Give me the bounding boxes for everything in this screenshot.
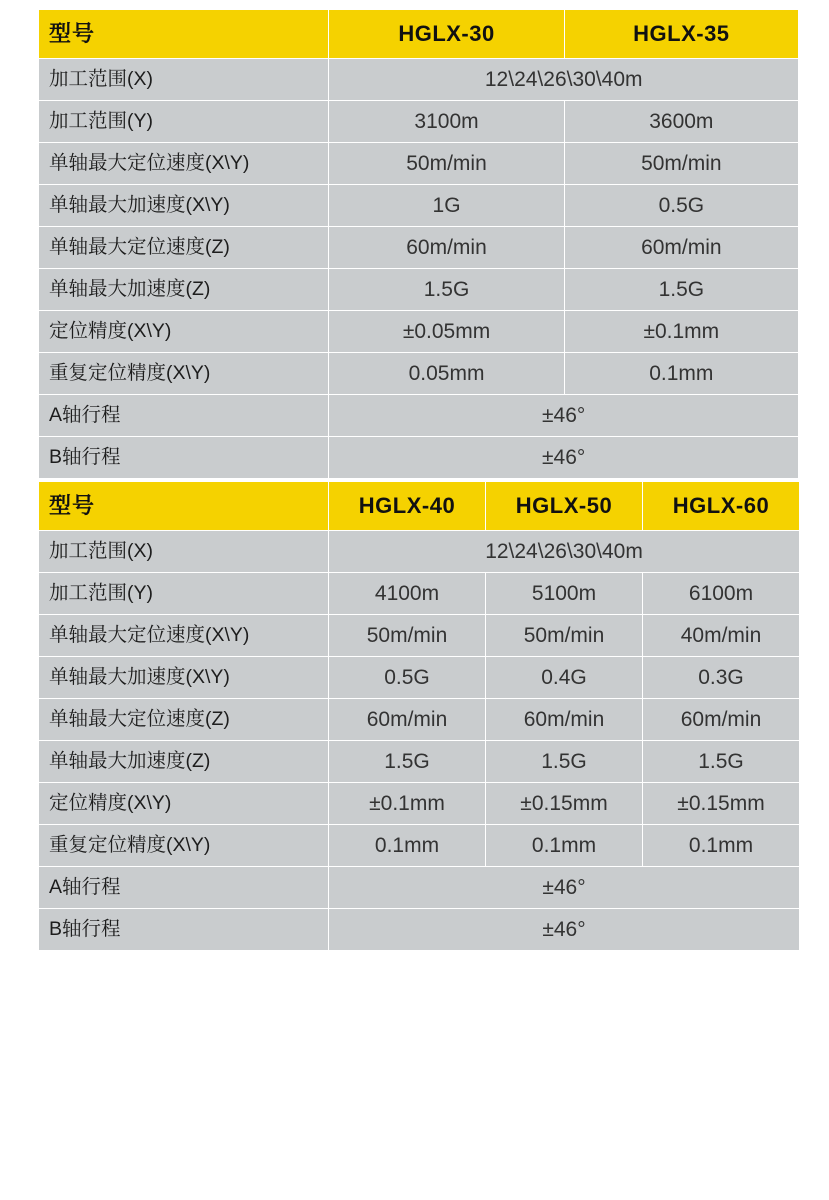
row-value-merged: 12\24\26\30\40m bbox=[329, 531, 800, 573]
table-row bbox=[39, 741, 800, 783]
row-value: 0.1mm bbox=[643, 825, 800, 867]
row-value: ±0.15mm bbox=[643, 783, 800, 825]
table-row bbox=[39, 269, 799, 311]
header-cell-model: 型号 bbox=[39, 10, 329, 59]
row-value-merged: ±46° bbox=[329, 437, 799, 479]
row-value: 60m/min bbox=[643, 699, 800, 741]
spec-table-b-body bbox=[39, 482, 800, 951]
row-label: 加工范围(Y) bbox=[39, 101, 329, 143]
row-value: 1.5G bbox=[643, 741, 800, 783]
table-row bbox=[39, 615, 800, 657]
row-value: 50m/min bbox=[486, 615, 643, 657]
table-row bbox=[39, 437, 799, 479]
table-row bbox=[39, 531, 800, 573]
row-value: 0.5G bbox=[564, 185, 798, 227]
row-value-merged: ±46° bbox=[329, 395, 799, 437]
row-value: 40m/min bbox=[643, 615, 800, 657]
row-label: 重复定位精度(X\Y) bbox=[39, 353, 329, 395]
row-value: ±0.1mm bbox=[329, 783, 486, 825]
row-value: 1.5G bbox=[329, 269, 564, 311]
table-row bbox=[39, 657, 800, 699]
row-value: 1.5G bbox=[486, 741, 643, 783]
header-cell-model-name: HGLX-60 bbox=[643, 482, 800, 531]
row-label: 重复定位精度(X\Y) bbox=[39, 825, 329, 867]
table-header-row bbox=[39, 482, 800, 531]
row-value: ±0.05mm bbox=[329, 311, 564, 353]
row-label: 单轴最大加速度(Z) bbox=[39, 269, 329, 311]
row-value-merged: ±46° bbox=[329, 909, 800, 951]
row-label: 单轴最大定位速度(Z) bbox=[39, 699, 329, 741]
row-value-merged: 12\24\26\30\40m bbox=[329, 59, 799, 101]
row-value: 1G bbox=[329, 185, 564, 227]
row-value: 0.1mm bbox=[486, 825, 643, 867]
row-value: 0.05mm bbox=[329, 353, 564, 395]
row-value: 60m/min bbox=[564, 227, 798, 269]
row-value: 6100m bbox=[643, 573, 800, 615]
table-row bbox=[39, 867, 800, 909]
row-value: ±0.1mm bbox=[564, 311, 798, 353]
table-header-row bbox=[39, 10, 799, 59]
row-label: 加工范围(X) bbox=[39, 59, 329, 101]
row-value: 50m/min bbox=[329, 143, 564, 185]
table-row bbox=[39, 783, 800, 825]
table-row bbox=[39, 185, 799, 227]
table-row bbox=[39, 311, 799, 353]
row-label: B轴行程 bbox=[39, 437, 329, 479]
row-value: 0.5G bbox=[329, 657, 486, 699]
table-row bbox=[39, 825, 800, 867]
row-label: 单轴最大加速度(Z) bbox=[39, 741, 329, 783]
header-cell-model-name: HGLX-35 bbox=[564, 10, 798, 59]
table-row bbox=[39, 59, 799, 101]
header-cell-model-name: HGLX-30 bbox=[329, 10, 564, 59]
row-label: 定位精度(X\Y) bbox=[39, 783, 329, 825]
row-value: 0.3G bbox=[643, 657, 800, 699]
row-value: 50m/min bbox=[329, 615, 486, 657]
spec-table-a bbox=[38, 9, 799, 479]
row-label: 单轴最大定位速度(X\Y) bbox=[39, 615, 329, 657]
row-value: 1.5G bbox=[329, 741, 486, 783]
header-cell-model: 型号 bbox=[39, 482, 329, 531]
row-label: 加工范围(X) bbox=[39, 531, 329, 573]
row-label: 单轴最大加速度(X\Y) bbox=[39, 185, 329, 227]
row-value: ±0.15mm bbox=[486, 783, 643, 825]
spec-table-b bbox=[38, 481, 800, 951]
header-cell-model-name: HGLX-40 bbox=[329, 482, 486, 531]
table-row bbox=[39, 573, 800, 615]
spec-table-a-body bbox=[39, 10, 799, 479]
header-cell-model-name: HGLX-50 bbox=[486, 482, 643, 531]
row-label: 单轴最大定位速度(X\Y) bbox=[39, 143, 329, 185]
row-value: 60m/min bbox=[329, 227, 564, 269]
row-value: 3100m bbox=[329, 101, 564, 143]
row-label: B轴行程 bbox=[39, 909, 329, 951]
row-value: 3600m bbox=[564, 101, 798, 143]
row-value-merged: ±46° bbox=[329, 867, 800, 909]
row-value: 50m/min bbox=[564, 143, 798, 185]
row-label: 定位精度(X\Y) bbox=[39, 311, 329, 353]
row-value: 4100m bbox=[329, 573, 486, 615]
table-row bbox=[39, 101, 799, 143]
row-label: 单轴最大加速度(X\Y) bbox=[39, 657, 329, 699]
row-value: 60m/min bbox=[486, 699, 643, 741]
row-value: 0.1mm bbox=[329, 825, 486, 867]
row-label: A轴行程 bbox=[39, 867, 329, 909]
row-label: 加工范围(Y) bbox=[39, 573, 329, 615]
table-row bbox=[39, 353, 799, 395]
table-row bbox=[39, 909, 800, 951]
table-row bbox=[39, 699, 800, 741]
row-label: A轴行程 bbox=[39, 395, 329, 437]
row-value: 5100m bbox=[486, 573, 643, 615]
row-value: 1.5G bbox=[564, 269, 798, 311]
row-value: 0.4G bbox=[486, 657, 643, 699]
table-row bbox=[39, 395, 799, 437]
row-value: 0.1mm bbox=[564, 353, 798, 395]
table-row bbox=[39, 143, 799, 185]
table-row bbox=[39, 227, 799, 269]
row-label: 单轴最大定位速度(Z) bbox=[39, 227, 329, 269]
row-value: 60m/min bbox=[329, 699, 486, 741]
